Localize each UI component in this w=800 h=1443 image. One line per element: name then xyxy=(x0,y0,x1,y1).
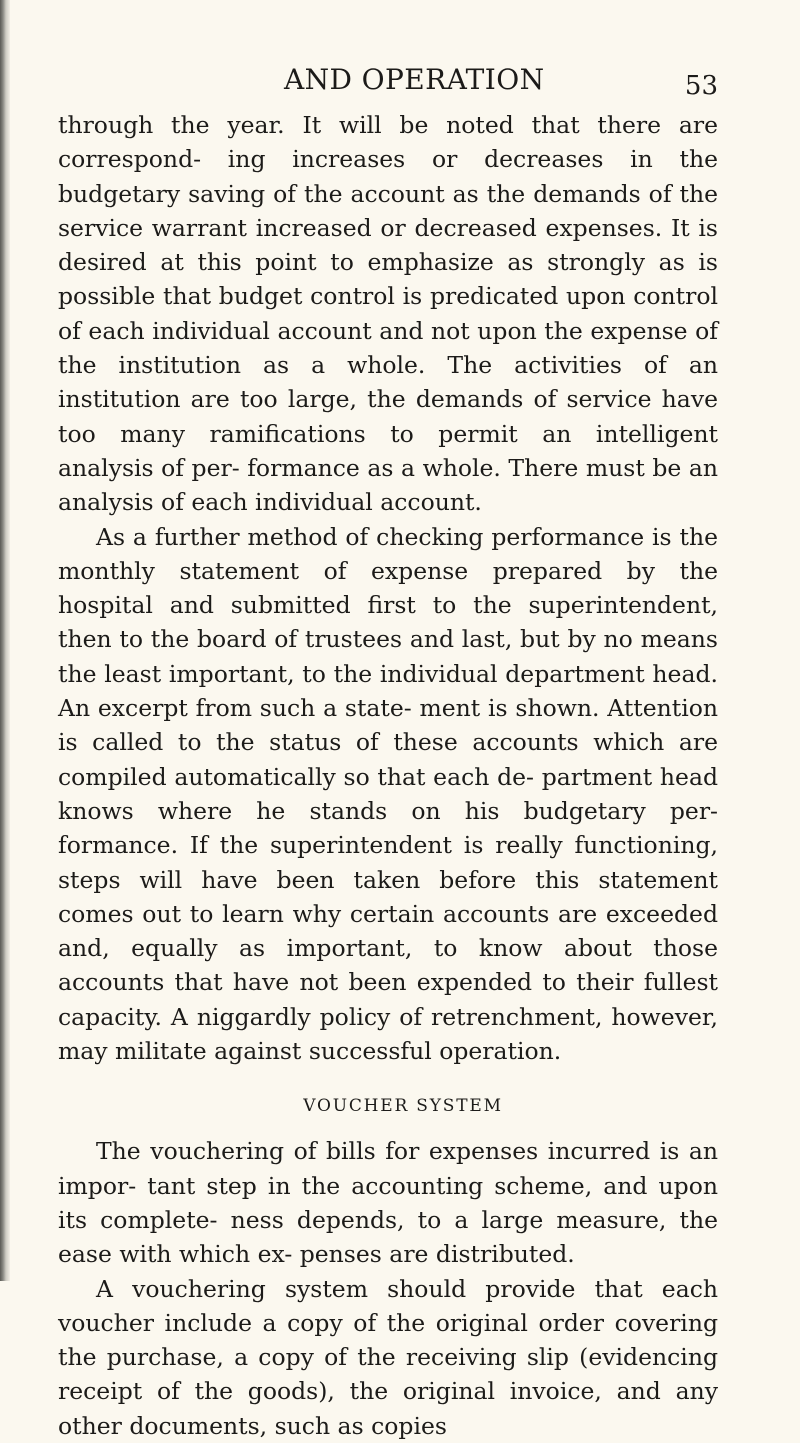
paragraph-vouchering-bills: The vouchering of bills for expenses incurred is an impor- tant step in the accounting scheme, and upon its complete- ness depends, to a large measure, the ease with which ex- penses are distributed. xyxy=(58,1137,718,1269)
book-page xyxy=(58,0,718,1443)
page-number: 53 xyxy=(684,71,718,101)
paragraph-budget-control: through the year. It will be noted that there are correspond- ing increases or decreases in the budgetary saving of the account as the demands of the service warrant increased or decreased expenses. It is desired at this point to emphasize as strongly as is possible that budget control is predicated upon control of each individual account and not upon the expense of the institution as a whole. The activities of an institution are too large, the demands of service have too many ramifications to permit an intelligent analysis of per- formance as a whole. There must be an analysis of each individual account. xyxy=(58,111,718,517)
paragraph-monthly-statement: As a further method of checking performance is the monthly statement of expense prepared by the hospital and submitted first to the superintendent, then to the board of trustees and last, but by no means the least important, to the individual department head. An excerpt from such a state- ment is shown. Attention is called to the status of these accounts which are compiled automatically so that each de- partment head knows where he stands on his budgetary per- formance. If the superintendent is really functioning, steps will have been taken before this statement comes out to learn why certain accounts are exceeded and, equally as important, to know about those accounts that have not been expended to their fullest capacity. A niggardly policy of retrenchment, however, may militate against successful operation. xyxy=(58,522,718,1066)
section-heading-voucher-system: VOUCHER SYSTEM xyxy=(303,1096,503,1117)
running-head xyxy=(58,0,718,108)
page-binding-edge xyxy=(0,0,10,1281)
running-title: AND OPERATION xyxy=(284,63,545,96)
paragraph-voucher-contents: A vouchering system should provide that each voucher include a copy of the original order covering the purchase, a copy of the receiving slip (evidencing receipt of the goods), the original invoice, and any other documents, such as copies xyxy=(58,1274,718,1440)
